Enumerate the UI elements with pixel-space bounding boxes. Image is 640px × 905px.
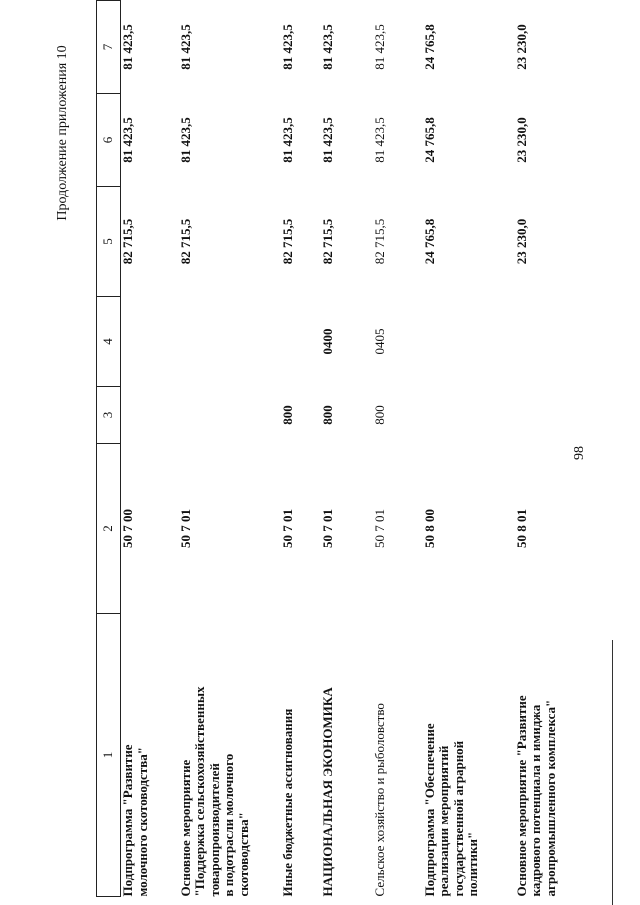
amount-7: 81 423,5 bbox=[319, 24, 335, 70]
section-code bbox=[121, 297, 179, 387]
row-name-line: реализации мероприятий bbox=[436, 745, 452, 897]
amount-6: 81 423,5 bbox=[319, 117, 335, 163]
col-header-1: 1 bbox=[97, 614, 121, 897]
row-name-line: Основное мероприятие bbox=[177, 759, 193, 897]
expense-type: 800 bbox=[319, 405, 335, 425]
amount-5: 82 715,5 bbox=[371, 218, 387, 265]
amount-6: 23 230,0 bbox=[513, 117, 529, 163]
row-name bbox=[281, 614, 321, 897]
col-header-5: 5 bbox=[97, 187, 121, 297]
amount-6: 81 423,5 bbox=[279, 117, 295, 163]
amount-5: 24 765,8 bbox=[421, 218, 437, 265]
row-name-line: политики" bbox=[465, 831, 481, 897]
amount-7: 81 423,5 bbox=[279, 24, 295, 70]
col-header-2: 2 bbox=[97, 444, 121, 614]
top-rule bbox=[612, 640, 613, 905]
target-code: 50 8 01 bbox=[513, 509, 529, 548]
amount-7: 81 423,5 bbox=[371, 24, 387, 70]
amount-7: 23 230,0 bbox=[513, 24, 529, 70]
appendix-caption: Продолжение приложения 10 bbox=[55, 45, 70, 221]
column-number-row bbox=[97, 1, 121, 897]
row-name-line: молочного скотоводства" bbox=[134, 747, 150, 897]
section-code: 0405 bbox=[371, 328, 387, 355]
row-name-line: товаропроизводителей bbox=[206, 763, 222, 897]
row-name-line: агропромышленного комплекса" bbox=[542, 699, 558, 897]
row-name-line: Иные бюджетные ассигнования bbox=[279, 708, 295, 897]
row-name-line: Основное мероприятие "Развитие bbox=[513, 695, 529, 897]
row-name-line: "Поддержка сельскохозяйственных bbox=[192, 686, 208, 897]
target-code: 50 7 01 bbox=[279, 509, 295, 548]
row-name bbox=[179, 614, 281, 897]
col-header-6: 6 bbox=[97, 94, 121, 187]
target-code: 50 7 01 bbox=[319, 509, 335, 548]
amount-6: 24 765,8 bbox=[421, 117, 437, 163]
table-row bbox=[179, 1, 281, 897]
row-name-line: Сельское хозяйство и рыболовство bbox=[371, 703, 387, 897]
amount-6: 81 423,5 bbox=[120, 117, 135, 163]
row-name bbox=[321, 614, 373, 897]
amount-5: 82 715,5 bbox=[319, 218, 335, 265]
budget-table bbox=[96, 0, 585, 897]
row-name-line: НАЦИОНАЛЬНАЯ ЭКОНОМИКА bbox=[319, 687, 335, 897]
col-header-4: 4 bbox=[97, 297, 121, 387]
expense-type bbox=[179, 387, 281, 444]
expense-type: 800 bbox=[371, 405, 387, 425]
section-code bbox=[515, 297, 585, 387]
target-code: 50 7 00 bbox=[120, 509, 135, 548]
amount-7: 81 423,5 bbox=[177, 24, 193, 70]
row-name-line: кадрового потенциала и имиджа bbox=[528, 704, 544, 897]
section-code bbox=[281, 297, 321, 387]
table-row bbox=[321, 1, 373, 897]
section-code bbox=[423, 297, 515, 387]
table-row bbox=[373, 1, 423, 897]
amount-5: 82 715,5 bbox=[120, 218, 135, 265]
page-number: 98 bbox=[572, 446, 587, 460]
row-name-line: скотоводства" bbox=[235, 812, 251, 897]
amount-5: 82 715,5 bbox=[177, 218, 193, 265]
expense-type bbox=[121, 387, 179, 444]
row-name bbox=[515, 614, 585, 897]
amount-5: 82 715,5 bbox=[279, 218, 295, 265]
expense-type bbox=[515, 387, 585, 444]
target-code: 50 7 01 bbox=[177, 509, 193, 548]
amount-6: 81 423,5 bbox=[177, 117, 193, 163]
col-header-7: 7 bbox=[97, 1, 121, 94]
amount-6: 81 423,5 bbox=[371, 117, 387, 163]
expense-type bbox=[423, 387, 515, 444]
row-name-line: Подпрограмма "Развитие bbox=[120, 744, 135, 897]
row-name-line: в подотрасли молочного bbox=[221, 753, 237, 897]
row-name bbox=[121, 614, 179, 897]
target-code: 50 8 00 bbox=[421, 509, 437, 548]
table-row bbox=[121, 1, 179, 897]
row-name-line: Подпрограмма "Обеспечение bbox=[421, 723, 437, 897]
expense-type: 800 bbox=[279, 405, 295, 425]
amount-7: 81 423,5 bbox=[120, 24, 135, 70]
row-name bbox=[423, 614, 515, 897]
section-code bbox=[179, 297, 281, 387]
table-row bbox=[281, 1, 321, 897]
row-name bbox=[373, 614, 423, 897]
table-row bbox=[423, 1, 515, 897]
target-code: 50 7 01 bbox=[371, 509, 387, 548]
amount-5: 23 230,0 bbox=[513, 218, 529, 265]
section-code: 0400 bbox=[319, 328, 335, 355]
col-header-3: 3 bbox=[97, 387, 121, 444]
row-name-line: государственной аграрной bbox=[450, 740, 466, 897]
amount-7: 24 765,8 bbox=[421, 24, 437, 70]
table-row bbox=[515, 1, 585, 897]
